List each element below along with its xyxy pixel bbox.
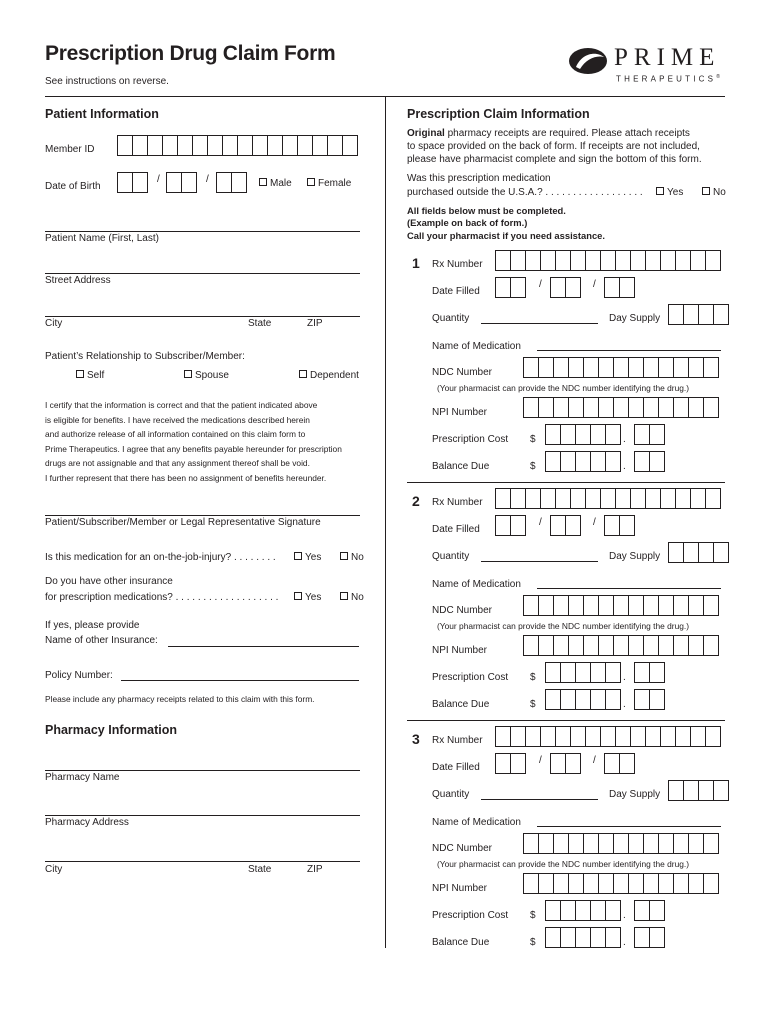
prescription-cost-dollar-boxes[interactable] [545,424,621,445]
day-supply-label: Day Supply [609,789,661,800]
certify-line: and authorize release of all information contained on this claim form to [45,429,306,440]
other-insurance-name-line[interactable] [168,646,359,647]
balance-due-dollar-boxes[interactable] [545,689,621,710]
rx-number-boxes[interactable] [495,488,721,509]
quantity-line[interactable] [481,799,598,800]
balance-due-label: Balance Due [432,461,490,472]
ndc-note: (Your pharmacist can provide the NDC number identifying the drug.) [437,383,689,393]
ndc-number-boxes[interactable] [523,357,719,378]
date-slash: / [539,755,542,766]
patient-zip-label: ZIP [307,318,323,329]
other-ins-yes-checkbox[interactable] [294,592,302,600]
day-supply-boxes[interactable] [668,542,729,563]
logo-subtitle-text: THERAPEUTICS [616,74,717,84]
ndc-note: (Your pharmacist can provide the NDC number identifying the drug.) [437,621,689,631]
on-job-no-checkbox[interactable] [340,552,348,560]
male-label: Male [270,178,292,189]
balance-due-label: Balance Due [432,937,490,948]
dob-label: Date of Birth [45,181,101,192]
dob-month-boxes[interactable] [117,172,148,193]
prescription-cost-label: Prescription Cost [432,434,509,445]
female-option[interactable] [307,178,351,189]
pharmacy-name-line[interactable] [45,770,360,771]
decimal-point: . [623,937,626,948]
pharmacy-zip-label: ZIP [307,864,323,875]
form-subtitle: See instructions on reverse. [45,76,169,87]
date-filled-label: Date Filled [432,762,480,773]
street-address-line[interactable] [45,273,360,274]
pharmacy-state-label: State [248,864,272,875]
female-checkbox[interactable] [307,178,315,186]
rx-number-boxes[interactable] [495,726,721,747]
dob-year-boxes[interactable] [216,172,247,193]
date-slash: / [593,517,596,528]
date-filled-day-boxes[interactable] [550,515,581,536]
include-receipts-note: Please include any pharmacy receipts related to this claim with this form. [45,694,315,704]
quantity-label: Quantity [432,551,470,562]
date-filled-label: Date Filled [432,286,480,297]
relationship-label: Patient’s Relationship to Subscriber/Member: [45,351,245,362]
self-checkbox[interactable] [76,370,84,378]
claim-section-title: Prescription Claim Information [407,107,590,121]
policy-number-line[interactable] [121,680,359,681]
date-filled-year-boxes[interactable] [604,515,635,536]
medication-name-label: Name of Medication [432,579,521,590]
other-insurance-question-2: for prescription medications? . . . . . . . . . . . . . . . . . . . [45,592,279,603]
other-ins-no-checkbox[interactable] [340,592,348,600]
all-fields-line: All fields below must be completed. [407,205,566,216]
npi-number-label: NPI Number [432,645,488,656]
prescription-cost-cents-boxes[interactable] [634,662,665,683]
pharmacy-city-line[interactable] [45,861,360,862]
date-slash: / [539,517,542,528]
rx-entry-number: 2 [412,493,420,509]
self-option[interactable] [76,370,104,381]
policy-number-label: Policy Number: [45,670,113,681]
original-bold: Original [407,128,445,139]
outside-usa-question-1: Was this prescription medication [407,173,551,184]
date-filled-month-boxes[interactable] [495,753,526,774]
medication-name-line[interactable] [537,588,721,589]
other-insurance-name-label: Name of other Insurance: [45,635,158,646]
on-job-yes-checkbox[interactable] [294,552,302,560]
other-ins-no-option[interactable] [340,592,364,603]
outside-usa-yes-checkbox[interactable] [656,187,664,195]
day-supply-boxes[interactable] [668,780,729,801]
balance-due-dollar-boxes[interactable] [545,927,621,948]
rx-number-label: Rx Number [432,735,483,746]
self-label: Self [87,370,105,381]
street-address-label: Street Address [45,275,111,286]
member-id-boxes[interactable] [117,135,358,156]
patient-name-line[interactable] [45,231,360,232]
if-yes-label: If yes, please provide [45,620,140,631]
pharmacy-section-title: Pharmacy Information [45,723,177,737]
balance-due-cents-boxes[interactable] [634,689,665,710]
decimal-point: . [623,910,626,921]
date-filled-day-boxes[interactable] [550,277,581,298]
prescription-cost-dollar-boxes[interactable] [545,900,621,921]
original-line: please have pharmacist complete and sign the bottom of this form. [407,154,702,166]
dob-day-boxes[interactable] [166,172,197,193]
quantity-line[interactable] [481,561,598,562]
date-filled-day-boxes[interactable] [550,753,581,774]
decimal-point: . [623,461,626,472]
dollar-sign: $ [530,672,536,683]
balance-due-dollar-boxes[interactable] [545,451,621,472]
prime-logo-mark-icon [568,45,610,77]
no-label: No [713,187,726,198]
ndc-number-label: NDC Number [432,367,493,378]
dollar-sign: $ [530,434,536,445]
npi-number-boxes[interactable] [523,397,719,418]
original-receipts-text [407,127,737,167]
rx-entry-number: 3 [412,731,420,747]
column-divider [385,97,386,948]
prescription-cost-label: Prescription Cost [432,672,509,683]
patient-city-label: City [45,318,63,329]
on-job-yes-option[interactable] [294,552,321,563]
ndc-number-boxes[interactable] [523,595,719,616]
rx-entry-divider [407,482,725,483]
dollar-sign: $ [530,937,536,948]
pharmacy-address-line[interactable] [45,815,360,816]
certify-line: I certify that the information is correct and that the patient indicated above [45,400,318,410]
ndc-number-label: NDC Number [432,843,493,854]
date-slash: / [539,279,542,290]
no-label: No [351,592,364,603]
decimal-point: . [623,434,626,445]
on-job-question: Is this medication for an on-the-job-injury? . . . . . . . . [45,552,276,563]
on-job-no-option[interactable] [340,552,364,563]
yes-label: Yes [667,187,684,198]
outside-usa-question-2: purchased outside the U.S.A.? . . . . . . . . . . . . . . . . . . [407,187,643,198]
signature-line[interactable] [45,515,360,516]
medication-name-label: Name of Medication [432,817,521,828]
rx-entry-number: 1 [412,255,420,271]
prescription-cost-label: Prescription Cost [432,910,509,921]
ndc-number-label: NDC Number [432,605,493,616]
rx-entry-divider [407,720,725,721]
day-supply-label: Day Supply [609,313,661,324]
quantity-label: Quantity [432,313,470,324]
other-ins-yes-option[interactable] [294,592,321,603]
male-option[interactable] [259,178,292,189]
balance-due-cents-boxes[interactable] [634,451,665,472]
logo-subtitle [616,74,720,84]
date-filled-year-boxes[interactable] [604,753,635,774]
no-label: No [351,552,364,563]
pharmacy-address-label: Pharmacy Address [45,817,129,828]
balance-due-cents-boxes[interactable] [634,927,665,948]
all-fields-line: (Example on back of form.) [407,217,528,229]
male-checkbox[interactable] [259,178,267,186]
signature-label: Patient/Subscriber/Member or Legal Representative Signature [45,517,321,528]
certify-line: Prime Therapeutics. I agree that any benefits payable hereunder for prescription [45,443,342,454]
rx-number-label: Rx Number [432,497,483,508]
yes-label: Yes [305,552,322,563]
patient-name-label: Patient Name (First, Last) [45,233,159,244]
date-filled-month-boxes[interactable] [495,277,526,298]
patient-state-label: State [248,318,272,329]
all-fields-line: Call your pharmacist if you need assistance. [407,229,605,241]
spouse-option[interactable] [184,370,229,381]
patient-section-title: Patient Information [45,107,159,121]
npi-number-boxes[interactable] [523,873,719,894]
certify-line: is eligible for benefits. I have received the medications described herein [45,414,310,425]
medication-name-label: Name of Medication [432,341,521,352]
ndc-note: (Your pharmacist can provide the NDC number identifying the drug.) [437,859,689,869]
medication-name-line[interactable] [537,826,721,827]
npi-number-label: NPI Number [432,407,488,418]
outside-usa-no-option[interactable] [702,187,726,198]
prescription-cost-dollar-boxes[interactable] [545,662,621,683]
certify-line: I further represent that there has been no assignment of benefits hereunder. [45,472,327,483]
logo-wordmark: PRIME [614,44,721,71]
decimal-point: . [623,699,626,710]
dependent-option[interactable] [299,370,359,381]
original-line [407,127,737,140]
certify-line: drugs are not assignable and that any assignment thereof shall be void. [45,458,310,469]
ndc-number-boxes[interactable] [523,833,719,854]
medication-name-line[interactable] [537,350,721,351]
spouse-label: Spouse [195,370,229,381]
dollar-sign: $ [530,461,536,472]
dependent-checkbox[interactable] [299,370,307,378]
outside-usa-no-checkbox[interactable] [702,187,710,195]
date-filled-label: Date Filled [432,524,480,535]
rx-number-label: Rx Number [432,259,483,270]
date-slash: / [593,755,596,766]
day-supply-boxes[interactable] [668,304,729,325]
quantity-line[interactable] [481,323,598,324]
dollar-sign: $ [530,910,536,921]
decimal-point: . [623,672,626,683]
date-slash: / [593,279,596,290]
dob-slash: / [206,174,209,185]
rx-number-boxes[interactable] [495,250,721,271]
npi-number-label: NPI Number [432,883,488,894]
member-id-label: Member ID [45,144,95,155]
dependent-label: Dependent [310,370,359,381]
prescription-cost-cents-boxes[interactable] [634,900,665,921]
spouse-checkbox[interactable] [184,370,192,378]
pharmacy-city-label: City [45,864,63,875]
outside-usa-yes-option[interactable] [656,187,683,198]
npi-number-boxes[interactable] [523,635,719,656]
day-supply-label: Day Supply [609,551,661,562]
original-line: to space provided on the back of form. If receipts are not included, [407,141,700,153]
prescription-cost-cents-boxes[interactable] [634,424,665,445]
all-fields-note [407,205,605,242]
quantity-label: Quantity [432,789,470,800]
form-title: Prescription Drug Claim Form [45,42,336,65]
registered-mark: ® [716,74,720,80]
certification-text [45,398,375,486]
dob-slash: / [157,174,160,185]
date-filled-year-boxes[interactable] [604,277,635,298]
female-label: Female [318,178,352,189]
date-filled-month-boxes[interactable] [495,515,526,536]
other-insurance-question-1: Do you have other insurance [45,576,173,587]
balance-due-label: Balance Due [432,699,490,710]
dollar-sign: $ [530,699,536,710]
yes-label: Yes [305,592,322,603]
pharmacy-name-label: Pharmacy Name [45,772,120,783]
original-rest: pharmacy receipts are required. Please attach receipts [444,128,690,139]
patient-city-line[interactable] [45,316,360,317]
